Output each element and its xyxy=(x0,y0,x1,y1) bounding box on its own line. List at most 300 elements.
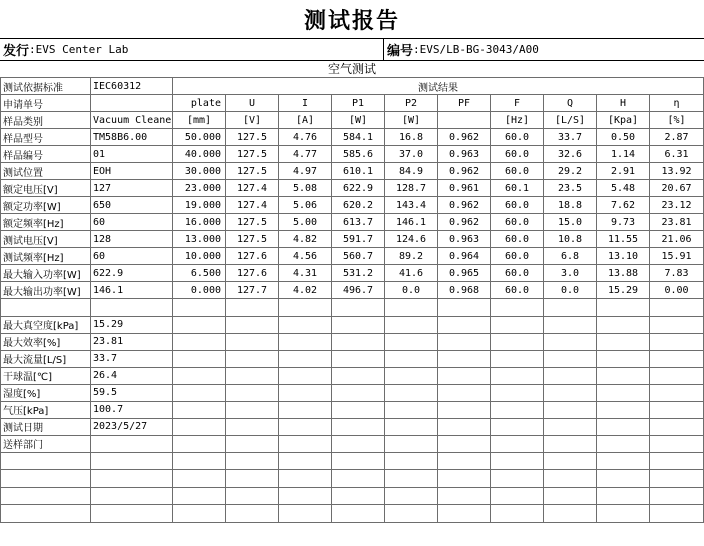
empty-cell[interactable] xyxy=(544,384,597,401)
data-cell[interactable]: 6.500 xyxy=(173,265,226,282)
empty-cell[interactable] xyxy=(332,418,385,435)
info-label[interactable]: 最大输出功率[W] xyxy=(1,282,91,299)
column-header[interactable]: P1 xyxy=(332,95,385,112)
empty-cell[interactable] xyxy=(385,350,438,367)
empty-cell[interactable] xyxy=(544,350,597,367)
data-cell[interactable]: 60.1 xyxy=(491,180,544,197)
data-cell[interactable]: 37.0 xyxy=(385,146,438,163)
empty-cell[interactable] xyxy=(173,299,226,317)
empty-cell[interactable] xyxy=(91,470,173,488)
empty-cell[interactable] xyxy=(385,487,438,505)
data-cell[interactable]: 9.73 xyxy=(597,214,650,231)
data-cell[interactable]: 620.2 xyxy=(332,197,385,214)
data-cell[interactable]: 0.962 xyxy=(438,214,491,231)
info-value[interactable]: 146.1 xyxy=(91,282,173,299)
empty-cell[interactable] xyxy=(173,487,226,505)
data-cell[interactable]: 13.92 xyxy=(650,163,704,180)
empty-cell[interactable] xyxy=(597,384,650,401)
data-cell[interactable]: 2.91 xyxy=(597,163,650,180)
column-unit[interactable]: [%] xyxy=(650,112,704,129)
empty-cell[interactable] xyxy=(544,299,597,317)
empty-cell[interactable] xyxy=(544,316,597,333)
summary-label[interactable]: 送样部门 xyxy=(1,435,91,452)
data-cell[interactable]: 0.50 xyxy=(597,129,650,146)
empty-cell[interactable] xyxy=(279,452,332,470)
data-cell[interactable]: 60.0 xyxy=(491,231,544,248)
data-cell[interactable]: 21.06 xyxy=(650,231,704,248)
info-label[interactable]: 样品编号 xyxy=(1,146,91,163)
data-cell[interactable]: 127.4 xyxy=(226,197,279,214)
summary-label[interactable]: 测试日期 xyxy=(1,418,91,435)
column-unit[interactable]: [A] xyxy=(279,112,332,129)
empty-cell[interactable] xyxy=(1,299,91,317)
data-cell[interactable]: 143.4 xyxy=(385,197,438,214)
column-header[interactable]: PF xyxy=(438,95,491,112)
empty-cell[interactable] xyxy=(385,470,438,488)
empty-cell[interactable] xyxy=(438,505,491,523)
empty-cell[interactable] xyxy=(650,470,704,488)
column-unit[interactable] xyxy=(438,112,491,129)
empty-cell[interactable] xyxy=(1,487,91,505)
empty-cell[interactable] xyxy=(597,435,650,452)
data-cell[interactable]: 32.6 xyxy=(544,146,597,163)
info-value[interactable]: 01 xyxy=(91,146,173,163)
info-label[interactable]: 样品型号 xyxy=(1,129,91,146)
empty-cell[interactable] xyxy=(544,418,597,435)
data-cell[interactable]: 4.31 xyxy=(279,265,332,282)
empty-cell[interactable] xyxy=(491,418,544,435)
data-cell[interactable]: 4.76 xyxy=(279,129,332,146)
data-cell[interactable]: 41.6 xyxy=(385,265,438,282)
empty-cell[interactable] xyxy=(226,316,279,333)
info-value[interactable]: EOH xyxy=(91,163,173,180)
empty-cell[interactable] xyxy=(438,367,491,384)
data-cell[interactable]: 16.000 xyxy=(173,214,226,231)
summary-value[interactable]: 23.81 xyxy=(91,333,173,350)
column-header[interactable]: η xyxy=(650,95,704,112)
info-value[interactable]: TM58B6.00 xyxy=(91,129,173,146)
empty-cell[interactable] xyxy=(173,470,226,488)
empty-cell[interactable] xyxy=(491,487,544,505)
data-cell[interactable]: 0.963 xyxy=(438,146,491,163)
empty-cell[interactable] xyxy=(332,470,385,488)
empty-cell[interactable] xyxy=(332,316,385,333)
column-unit[interactable]: [mm] xyxy=(173,112,226,129)
empty-cell[interactable] xyxy=(438,435,491,452)
data-cell[interactable]: 4.02 xyxy=(279,282,332,299)
data-cell[interactable]: 40.000 xyxy=(173,146,226,163)
empty-cell[interactable] xyxy=(385,299,438,317)
empty-cell[interactable] xyxy=(1,452,91,470)
empty-cell[interactable] xyxy=(279,316,332,333)
empty-cell[interactable] xyxy=(491,452,544,470)
empty-cell[interactable] xyxy=(226,435,279,452)
data-cell[interactable]: 50.000 xyxy=(173,129,226,146)
column-unit[interactable]: [W] xyxy=(385,112,438,129)
empty-cell[interactable] xyxy=(544,487,597,505)
empty-cell[interactable] xyxy=(385,316,438,333)
data-cell[interactable]: 531.2 xyxy=(332,265,385,282)
empty-cell[interactable] xyxy=(226,418,279,435)
data-cell[interactable]: 6.31 xyxy=(650,146,704,163)
empty-cell[interactable] xyxy=(438,418,491,435)
data-cell[interactable]: 0.964 xyxy=(438,248,491,265)
summary-label[interactable]: 湿度[%] xyxy=(1,384,91,401)
empty-cell[interactable] xyxy=(279,487,332,505)
empty-cell[interactable] xyxy=(544,452,597,470)
empty-cell[interactable] xyxy=(597,316,650,333)
data-cell[interactable]: 560.7 xyxy=(332,248,385,265)
data-cell[interactable]: 127.5 xyxy=(226,146,279,163)
empty-cell[interactable] xyxy=(544,367,597,384)
data-cell[interactable]: 0.962 xyxy=(438,197,491,214)
empty-cell[interactable] xyxy=(597,333,650,350)
data-cell[interactable]: 15.29 xyxy=(597,282,650,299)
empty-cell[interactable] xyxy=(491,299,544,317)
empty-cell[interactable] xyxy=(173,418,226,435)
column-header[interactable]: I xyxy=(279,95,332,112)
empty-cell[interactable] xyxy=(173,401,226,418)
data-cell[interactable]: 60.0 xyxy=(491,265,544,282)
data-cell[interactable]: 23.5 xyxy=(544,180,597,197)
empty-cell[interactable] xyxy=(597,350,650,367)
summary-label[interactable]: 最大真空度[kPa] xyxy=(1,316,91,333)
empty-cell[interactable] xyxy=(226,452,279,470)
data-cell[interactable]: 585.6 xyxy=(332,146,385,163)
column-unit[interactable]: [L/S] xyxy=(544,112,597,129)
summary-label[interactable]: 气压[kPa] xyxy=(1,401,91,418)
data-cell[interactable]: 7.83 xyxy=(650,265,704,282)
summary-value[interactable]: 15.29 xyxy=(91,316,173,333)
data-cell[interactable]: 60.0 xyxy=(491,163,544,180)
summary-label[interactable]: 最大流量[L/S] xyxy=(1,350,91,367)
empty-cell[interactable] xyxy=(385,418,438,435)
empty-cell[interactable] xyxy=(226,350,279,367)
info-value[interactable]: 622.9 xyxy=(91,265,173,282)
empty-cell[interactable] xyxy=(650,350,704,367)
data-cell[interactable]: 19.000 xyxy=(173,197,226,214)
info-label[interactable]: 测试电压[V] xyxy=(1,231,91,248)
info-label[interactable]: 申请单号 xyxy=(1,95,91,112)
empty-cell[interactable] xyxy=(279,435,332,452)
empty-cell[interactable] xyxy=(597,487,650,505)
data-cell[interactable]: 127.6 xyxy=(226,248,279,265)
empty-cell[interactable] xyxy=(597,401,650,418)
empty-cell[interactable] xyxy=(332,367,385,384)
data-cell[interactable]: 0.968 xyxy=(438,282,491,299)
empty-cell[interactable] xyxy=(226,505,279,523)
data-cell[interactable]: 0.0 xyxy=(544,282,597,299)
empty-cell[interactable] xyxy=(226,487,279,505)
empty-cell[interactable] xyxy=(385,452,438,470)
empty-cell[interactable] xyxy=(650,401,704,418)
data-cell[interactable]: 5.06 xyxy=(279,197,332,214)
empty-cell[interactable] xyxy=(491,333,544,350)
data-cell[interactable]: 84.9 xyxy=(385,163,438,180)
data-cell[interactable]: 3.0 xyxy=(544,265,597,282)
empty-cell[interactable] xyxy=(650,299,704,317)
data-cell[interactable]: 4.56 xyxy=(279,248,332,265)
empty-cell[interactable] xyxy=(173,350,226,367)
data-cell[interactable]: 591.7 xyxy=(332,231,385,248)
empty-cell[interactable] xyxy=(1,470,91,488)
empty-cell[interactable] xyxy=(650,367,704,384)
empty-cell[interactable] xyxy=(438,487,491,505)
empty-cell[interactable] xyxy=(91,487,173,505)
summary-value[interactable]: 26.4 xyxy=(91,367,173,384)
info-value[interactable]: 128 xyxy=(91,231,173,248)
data-cell[interactable]: 29.2 xyxy=(544,163,597,180)
data-cell[interactable]: 496.7 xyxy=(332,282,385,299)
data-cell[interactable]: 4.82 xyxy=(279,231,332,248)
empty-cell[interactable] xyxy=(385,384,438,401)
empty-cell[interactable] xyxy=(650,316,704,333)
data-cell[interactable]: 16.8 xyxy=(385,129,438,146)
summary-value[interactable]: 100.7 xyxy=(91,401,173,418)
empty-cell[interactable] xyxy=(332,384,385,401)
data-cell[interactable]: 0.965 xyxy=(438,265,491,282)
data-cell[interactable]: 60.0 xyxy=(491,129,544,146)
data-cell[interactable]: 127.5 xyxy=(226,231,279,248)
info-value[interactable]: 60 xyxy=(91,214,173,231)
empty-cell[interactable] xyxy=(173,452,226,470)
empty-cell[interactable] xyxy=(173,367,226,384)
info-label[interactable]: 测试位置 xyxy=(1,163,91,180)
data-cell[interactable]: 60.0 xyxy=(491,197,544,214)
empty-cell[interactable] xyxy=(91,505,173,523)
data-cell[interactable]: 13.10 xyxy=(597,248,650,265)
column-header[interactable]: U xyxy=(226,95,279,112)
data-cell[interactable]: 60.0 xyxy=(491,282,544,299)
data-cell[interactable]: 11.55 xyxy=(597,231,650,248)
data-cell[interactable]: 23.12 xyxy=(650,197,704,214)
data-cell[interactable]: 15.0 xyxy=(544,214,597,231)
info-label[interactable]: 额定频率[Hz] xyxy=(1,214,91,231)
empty-cell[interactable] xyxy=(650,418,704,435)
empty-cell[interactable] xyxy=(438,384,491,401)
column-unit[interactable]: [V] xyxy=(226,112,279,129)
standard-value[interactable]: IEC60312 xyxy=(91,78,173,95)
data-cell[interactable]: 23.81 xyxy=(650,214,704,231)
empty-cell[interactable] xyxy=(226,299,279,317)
empty-cell[interactable] xyxy=(332,401,385,418)
data-cell[interactable]: 4.77 xyxy=(279,146,332,163)
empty-cell[interactable] xyxy=(332,299,385,317)
data-cell[interactable]: 6.8 xyxy=(544,248,597,265)
data-cell[interactable]: 60.0 xyxy=(491,214,544,231)
empty-cell[interactable] xyxy=(438,316,491,333)
data-cell[interactable]: 584.1 xyxy=(332,129,385,146)
empty-cell[interactable] xyxy=(226,470,279,488)
empty-cell[interactable] xyxy=(173,435,226,452)
data-cell[interactable]: 10.000 xyxy=(173,248,226,265)
info-value[interactable]: 60 xyxy=(91,248,173,265)
info-label[interactable]: 额定电压[V] xyxy=(1,180,91,197)
column-header[interactable]: Q xyxy=(544,95,597,112)
data-cell[interactable]: 4.97 xyxy=(279,163,332,180)
data-cell[interactable]: 127.5 xyxy=(226,214,279,231)
standard-label[interactable]: 测试依据标准 xyxy=(1,78,91,95)
summary-value[interactable]: 2023/5/27 xyxy=(91,418,173,435)
empty-cell[interactable] xyxy=(544,470,597,488)
empty-cell[interactable] xyxy=(491,435,544,452)
summary-label[interactable]: 干球温[℃] xyxy=(1,367,91,384)
data-cell[interactable]: 127.5 xyxy=(226,163,279,180)
data-cell[interactable]: 60.0 xyxy=(491,248,544,265)
empty-cell[interactable] xyxy=(597,299,650,317)
info-value[interactable]: Vacuum Cleane xyxy=(91,112,173,129)
empty-cell[interactable] xyxy=(279,470,332,488)
data-cell[interactable]: 613.7 xyxy=(332,214,385,231)
data-cell[interactable]: 0.962 xyxy=(438,163,491,180)
empty-cell[interactable] xyxy=(438,350,491,367)
column-header[interactable]: P2 xyxy=(385,95,438,112)
empty-cell[interactable] xyxy=(491,384,544,401)
empty-cell[interactable] xyxy=(279,505,332,523)
empty-cell[interactable] xyxy=(385,367,438,384)
empty-cell[interactable] xyxy=(173,333,226,350)
summary-label[interactable]: 最大效率[%] xyxy=(1,333,91,350)
data-cell[interactable]: 610.1 xyxy=(332,163,385,180)
empty-cell[interactable] xyxy=(491,316,544,333)
data-cell[interactable]: 7.62 xyxy=(597,197,650,214)
empty-cell[interactable] xyxy=(91,299,173,317)
data-cell[interactable]: 5.08 xyxy=(279,180,332,197)
data-cell[interactable]: 127.4 xyxy=(226,180,279,197)
info-value[interactable] xyxy=(91,95,173,112)
data-cell[interactable]: 60.0 xyxy=(491,146,544,163)
empty-cell[interactable] xyxy=(438,299,491,317)
empty-cell[interactable] xyxy=(279,367,332,384)
data-cell[interactable]: 18.8 xyxy=(544,197,597,214)
data-cell[interactable]: 127.5 xyxy=(226,129,279,146)
data-cell[interactable]: 127.7 xyxy=(226,282,279,299)
empty-cell[interactable] xyxy=(597,505,650,523)
data-cell[interactable]: 30.000 xyxy=(173,163,226,180)
data-cell[interactable]: 13.88 xyxy=(597,265,650,282)
empty-cell[interactable] xyxy=(438,401,491,418)
empty-cell[interactable] xyxy=(544,333,597,350)
data-cell[interactable]: 0.962 xyxy=(438,129,491,146)
empty-cell[interactable] xyxy=(491,350,544,367)
empty-cell[interactable] xyxy=(332,505,385,523)
data-cell[interactable]: 0.0 xyxy=(385,282,438,299)
empty-cell[interactable] xyxy=(332,350,385,367)
empty-cell[interactable] xyxy=(650,487,704,505)
empty-cell[interactable] xyxy=(491,505,544,523)
summary-value[interactable]: 59.5 xyxy=(91,384,173,401)
empty-cell[interactable] xyxy=(491,470,544,488)
data-cell[interactable]: 5.00 xyxy=(279,214,332,231)
info-label[interactable]: 最大输入功率[W] xyxy=(1,265,91,282)
empty-cell[interactable] xyxy=(226,401,279,418)
data-cell[interactable]: 23.000 xyxy=(173,180,226,197)
empty-cell[interactable] xyxy=(1,505,91,523)
results-header[interactable]: 测试结果 xyxy=(173,78,704,95)
empty-cell[interactable] xyxy=(650,333,704,350)
data-cell[interactable]: 0.000 xyxy=(173,282,226,299)
empty-cell[interactable] xyxy=(173,316,226,333)
empty-cell[interactable] xyxy=(597,452,650,470)
empty-cell[interactable] xyxy=(173,505,226,523)
data-cell[interactable]: 0.961 xyxy=(438,180,491,197)
data-cell[interactable]: 146.1 xyxy=(385,214,438,231)
data-cell[interactable]: 89.2 xyxy=(385,248,438,265)
summary-value[interactable] xyxy=(91,435,173,452)
column-header[interactable]: H xyxy=(597,95,650,112)
data-cell[interactable]: 127.6 xyxy=(226,265,279,282)
empty-cell[interactable] xyxy=(438,470,491,488)
data-cell[interactable]: 10.8 xyxy=(544,231,597,248)
column-unit[interactable]: [Kpa] xyxy=(597,112,650,129)
empty-cell[interactable] xyxy=(544,401,597,418)
empty-cell[interactable] xyxy=(597,367,650,384)
empty-cell[interactable] xyxy=(173,384,226,401)
empty-cell[interactable] xyxy=(332,452,385,470)
issuer-cell[interactable] xyxy=(0,38,384,60)
empty-cell[interactable] xyxy=(544,505,597,523)
empty-cell[interactable] xyxy=(279,418,332,435)
data-cell[interactable]: 128.7 xyxy=(385,180,438,197)
data-cell[interactable]: 2.87 xyxy=(650,129,704,146)
empty-cell[interactable] xyxy=(279,350,332,367)
data-cell[interactable]: 1.14 xyxy=(597,146,650,163)
empty-cell[interactable] xyxy=(597,418,650,435)
empty-cell[interactable] xyxy=(544,435,597,452)
empty-cell[interactable] xyxy=(332,333,385,350)
empty-cell[interactable] xyxy=(279,384,332,401)
empty-cell[interactable] xyxy=(279,401,332,418)
info-value[interactable]: 650 xyxy=(91,197,173,214)
empty-cell[interactable] xyxy=(650,505,704,523)
data-cell[interactable]: 5.48 xyxy=(597,180,650,197)
empty-cell[interactable] xyxy=(438,452,491,470)
report-no-cell[interactable] xyxy=(384,38,704,60)
empty-cell[interactable] xyxy=(385,435,438,452)
summary-value[interactable]: 33.7 xyxy=(91,350,173,367)
data-cell[interactable]: 15.91 xyxy=(650,248,704,265)
empty-cell[interactable] xyxy=(650,435,704,452)
empty-cell[interactable] xyxy=(438,333,491,350)
data-cell[interactable]: 0.00 xyxy=(650,282,704,299)
empty-cell[interactable] xyxy=(385,505,438,523)
column-unit[interactable]: [Hz] xyxy=(491,112,544,129)
empty-cell[interactable] xyxy=(91,452,173,470)
empty-cell[interactable] xyxy=(597,470,650,488)
data-cell[interactable]: 0.963 xyxy=(438,231,491,248)
empty-cell[interactable] xyxy=(385,333,438,350)
info-value[interactable]: 127 xyxy=(91,180,173,197)
info-label[interactable]: 样品类别 xyxy=(1,112,91,129)
empty-cell[interactable] xyxy=(650,452,704,470)
empty-cell[interactable] xyxy=(226,333,279,350)
data-cell[interactable]: 622.9 xyxy=(332,180,385,197)
data-cell[interactable]: 124.6 xyxy=(385,231,438,248)
info-label[interactable]: 额定功率[W] xyxy=(1,197,91,214)
empty-cell[interactable] xyxy=(491,367,544,384)
data-cell[interactable]: 20.67 xyxy=(650,180,704,197)
data-cell[interactable]: 33.7 xyxy=(544,129,597,146)
empty-cell[interactable] xyxy=(491,401,544,418)
empty-cell[interactable] xyxy=(650,384,704,401)
column-header[interactable]: F xyxy=(491,95,544,112)
empty-cell[interactable] xyxy=(332,435,385,452)
empty-cell[interactable] xyxy=(226,367,279,384)
info-label[interactable]: 测试频率[Hz] xyxy=(1,248,91,265)
empty-cell[interactable] xyxy=(279,299,332,317)
empty-cell[interactable] xyxy=(332,487,385,505)
column-unit[interactable]: [W] xyxy=(332,112,385,129)
